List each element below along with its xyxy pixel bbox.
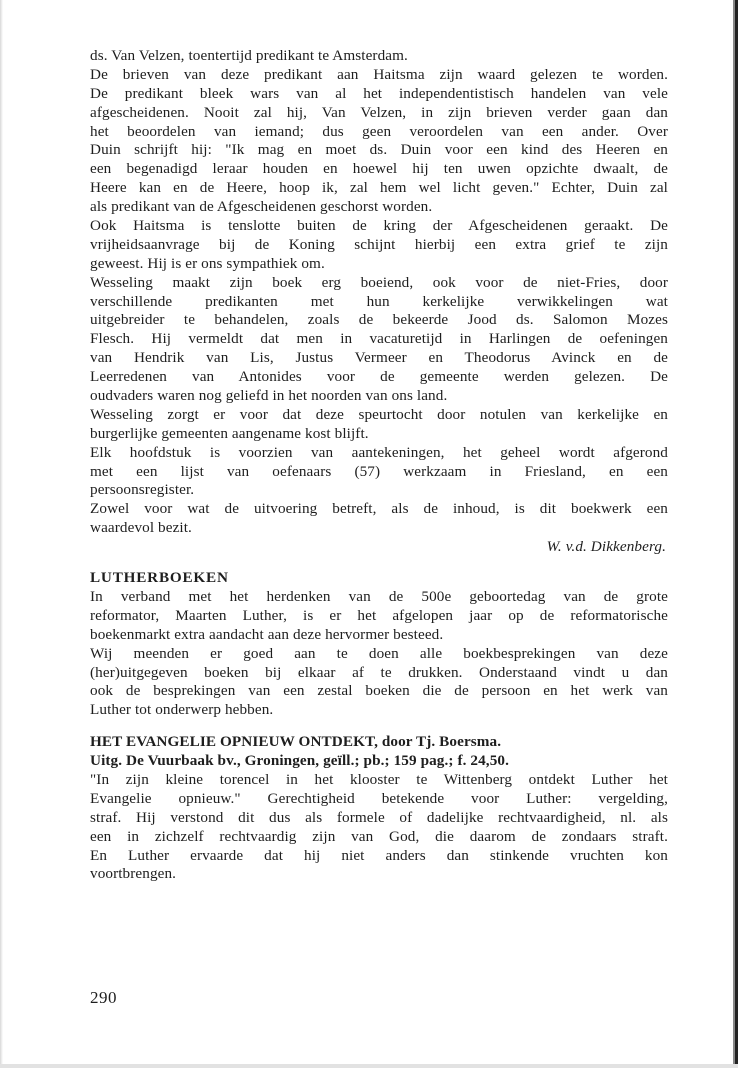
paragraph-speurtocht bbox=[90, 406, 668, 444]
author-signature: W. v.d. Dikkenberg. bbox=[546, 538, 666, 556]
text-line: burgerlijke gemeenten aangename kost blijft. bbox=[90, 424, 369, 442]
text-line: Ook Haitsma is tenslotte buiten de kring der Afgescheidenen geraakt. De bbox=[90, 217, 668, 235]
text-line: als predikant van de Afgescheidenen geschorst worden. bbox=[90, 198, 433, 216]
text-line: met een lijst van oefenaars (57) werkzaam in Friesland, en een bbox=[90, 462, 668, 480]
text-line: waardevol bezit. bbox=[90, 519, 192, 537]
paragraph-van-velzen bbox=[90, 47, 668, 217]
text-line: van Hendrik van Lis, Justus Vermeer en Theodorus Avinck en de bbox=[90, 349, 668, 367]
text-line: een begenadigd leraar houden en hoewel hij ten uwen opzichte dwaalt, de bbox=[90, 160, 668, 178]
paragraph-wesseling-boek bbox=[90, 274, 668, 406]
page-number: 290 bbox=[90, 988, 117, 1007]
text-line: Flesch. Hij vermeldt dat men in vacaturetijd in Harlingen de oefeningen bbox=[90, 330, 668, 348]
text-line: Elk hoofdstuk is voorzien van aantekeningen, het geheel wordt afgerond bbox=[90, 443, 668, 461]
text-line: boekenmarkt extra aandacht aan deze hervormer besteed. bbox=[90, 625, 444, 643]
paragraph-conclusie bbox=[90, 500, 668, 538]
text-line: In verband met het herdenken van de 500e geboortedag van de grote bbox=[90, 587, 668, 605]
text-line: reformator, Maarten Luther, is er het afgelopen jaar op de reformatorische bbox=[90, 606, 668, 624]
text-line: uitgebreider te behandelen, zoals de bekeerde Jood ds. Salomon Mozes bbox=[90, 311, 668, 329]
text-line: En Luther ervaarde dat hij niet anders dan stinkende vruchten kon bbox=[90, 846, 668, 864]
text-line: geweest. Hij is er ons sympathiek om. bbox=[90, 254, 325, 272]
text-line: een in zichzelf rechtvaardig zijn van God, die daarom de zondaars straft. bbox=[90, 827, 668, 845]
text-line: Zowel voor wat de uitvoering betreft, als de inhoud, is dit boekwerk een bbox=[90, 500, 668, 518]
paragraph-lutherboeken-besprekingen bbox=[90, 645, 668, 721]
text-line: afgescheidenen. Nooit zal hij, Van Velzen, in zijn brieven verder gaan dan bbox=[90, 103, 668, 121]
text-line: Duin schrijft hij: "Ik mag en moet ds. Duin voor een kind des Heeren en bbox=[90, 141, 668, 159]
text-line: Evangelie opnieuw." Gerechtigheid betekende voor Luther: vergelding, bbox=[90, 789, 668, 807]
page-edge-left bbox=[0, 0, 3, 1068]
text-line: verschillende predikanten met hun kerkelijke verwikkelingen wat bbox=[90, 292, 668, 310]
page-body bbox=[90, 47, 668, 884]
paragraph-review-body bbox=[90, 771, 668, 884]
section-title: LUTHERBOEKEN bbox=[90, 569, 229, 587]
paragraph-haitsma bbox=[90, 217, 668, 274]
text-line: De predikant bleek wars van al het independentistisch handelen van vele bbox=[90, 84, 668, 102]
text-line: De brieven van deze predikant aan Haitsma zijn waard gelezen te worden. bbox=[90, 65, 668, 83]
text-line: vrijheidsaanvrage bij de Koning schijnt hierbij een extra grief te zijn bbox=[90, 235, 668, 253]
text-line: (her)uitgegeven boeken bij elkaar af te drukken. Onderstaand vindt u dan bbox=[90, 663, 668, 681]
paragraph-hoofdstuk bbox=[90, 444, 668, 501]
text-line: Wesseling maakt zijn boek erg boeiend, ook voor de niet-Fries, door bbox=[90, 273, 668, 291]
text-line: ook de besprekingen van een zestal boeken die de persoon en het werk van bbox=[90, 682, 668, 700]
text-line: het beoordelen van iemand; dus geen veroordelen van een ander. Over bbox=[90, 122, 668, 140]
text-line: "In zijn kleine torencel in het klooster te Wittenberg ontdekt Luther het bbox=[90, 770, 668, 788]
text-line: voortbrengen. bbox=[90, 865, 177, 883]
text-line: Luther tot onderwerp hebben. bbox=[90, 701, 274, 719]
text-line: Leerredenen van Antonides voor de gemeente werden gelezen. De bbox=[90, 368, 668, 386]
text-line: straf. Hij verstond dit dus als formele of dadelijke rechtvaardigheid, nl. als bbox=[90, 808, 668, 826]
text-line: ds. Van Velzen, toentertijd predikant te Amsterdam. bbox=[90, 47, 408, 64]
paragraph-lutherboeken-intro bbox=[90, 588, 668, 645]
review-title: HET EVANGELIE OPNIEUW ONTDEKT, door Tj. Boersma. bbox=[90, 733, 502, 751]
page-edge-bottom bbox=[0, 1064, 738, 1068]
text-line: oudvaders waren nog geliefd in het noorden van ons land. bbox=[90, 387, 448, 405]
text-line: Heere kan en de Heere, hoop ik, zal hem wel licht geven." Echter, Duin zal bbox=[90, 179, 668, 197]
text-line: persoonsregister. bbox=[90, 481, 195, 499]
text-line: Wesseling zorgt er voor dat deze speurtocht door notulen van kerkelijke en bbox=[90, 405, 668, 423]
text-line: Wij meenden er goed aan te doen alle boekbesprekingen van deze bbox=[90, 644, 668, 662]
review-publication-info: Uitg. De Vuurbaak bv., Groningen, geïll.; pb.; 159 pag.; f. 24,50. bbox=[90, 752, 509, 770]
